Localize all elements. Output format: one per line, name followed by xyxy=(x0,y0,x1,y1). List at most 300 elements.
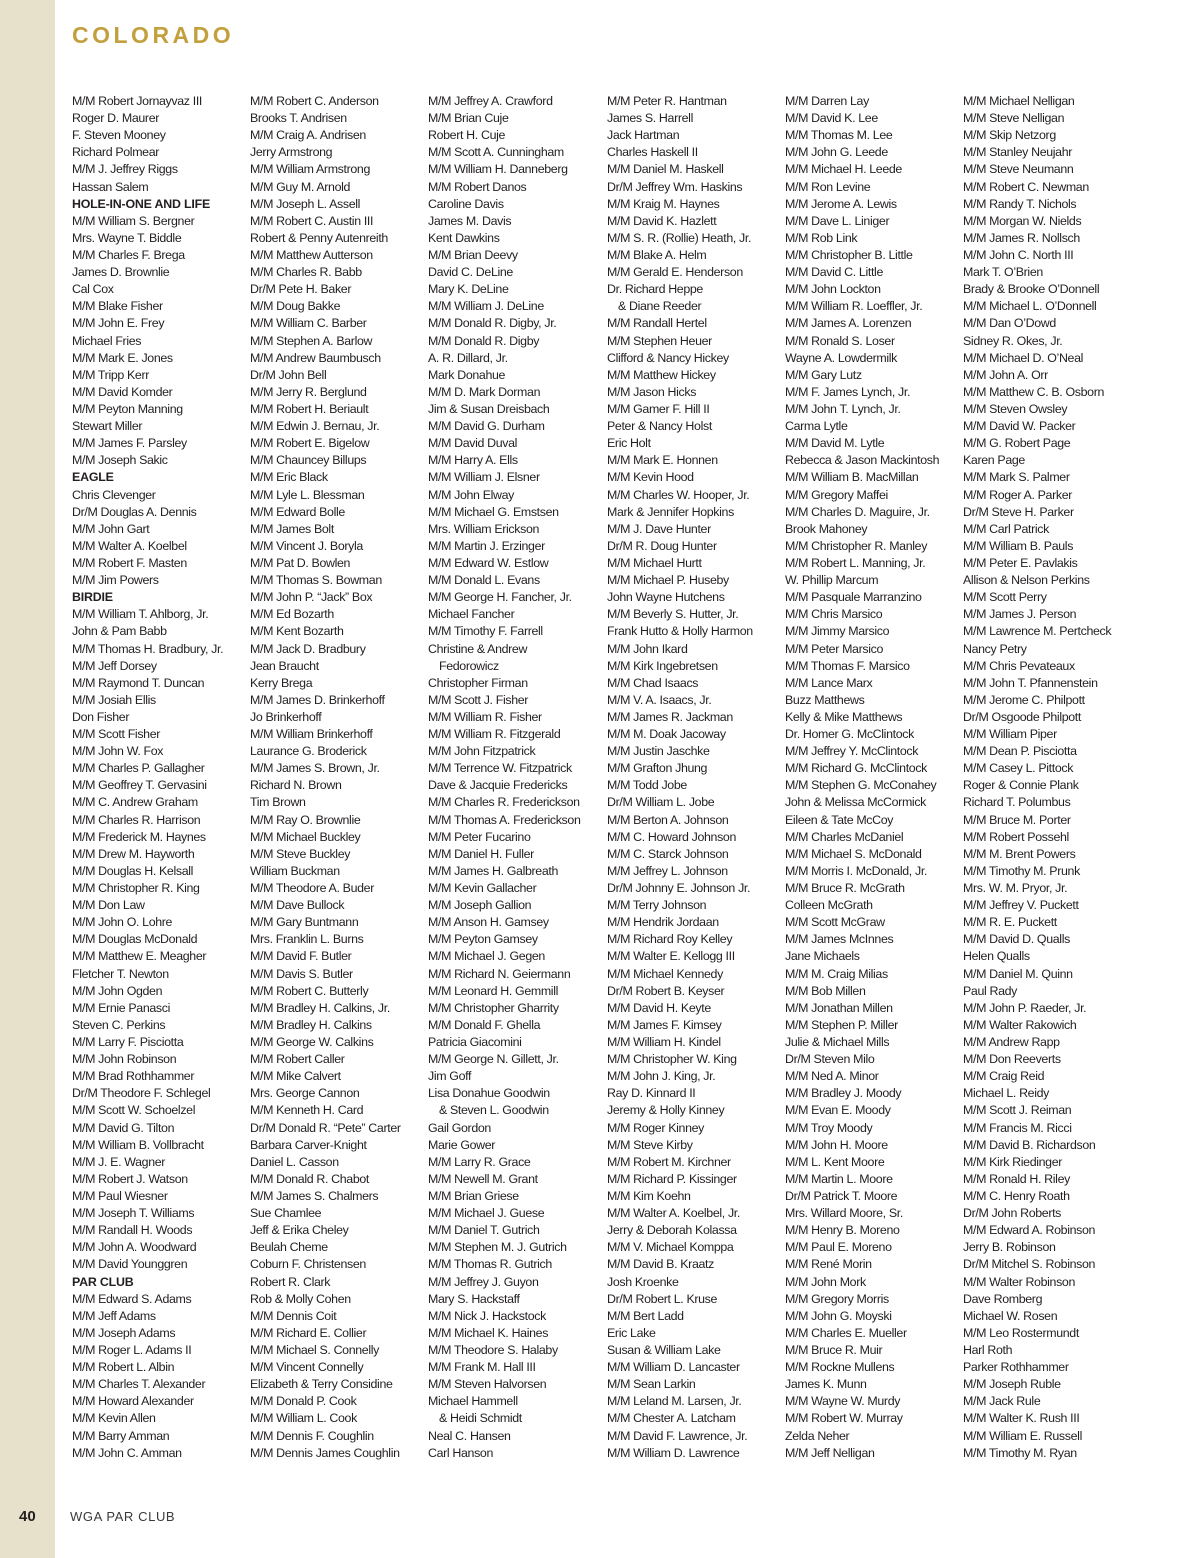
donor-name: M/M Randall Hertel xyxy=(607,316,707,331)
donor-name: Dr/M William L. Jobe xyxy=(607,795,715,810)
donor-name: M/M William R. Loeffler, Jr. xyxy=(785,299,923,314)
donor-name: Roger & Connie Plank xyxy=(963,778,1079,793)
donor-name: M/M John J. King, Jr. xyxy=(607,1069,716,1084)
donor-name: M/M Daniel M. Quinn xyxy=(963,966,1073,981)
donor-name: M/M David Younggren xyxy=(72,1257,188,1272)
donor-name: M/M William Armstrong xyxy=(250,162,371,177)
donor-name: M/M William D. Lancaster xyxy=(607,1360,740,1375)
donor-name: M/M M. Doak Jacoway xyxy=(607,727,726,742)
donor-name: M/M R. E. Puckett xyxy=(963,915,1057,930)
donor-name: M/M Michael Buckley xyxy=(250,829,361,844)
donor-name: Frank Hutto & Holly Harmon xyxy=(607,624,753,639)
donor-name: Michael W. Rosen xyxy=(963,1308,1058,1323)
donor-name: M/M John Fitzpatrick xyxy=(428,744,536,759)
donor-name: M/M Jeffrey L. Johnson xyxy=(607,863,728,878)
donor-name: M/M John A. Orr xyxy=(963,367,1048,382)
donor-name: Laurance G. Broderick xyxy=(250,744,367,759)
donor-name: Paul Rady xyxy=(963,983,1018,998)
donor-name: Steven C. Perkins xyxy=(72,1017,166,1032)
donor-name: M/M John Gart xyxy=(72,521,150,536)
donor-name: M/M Robert C. Anderson xyxy=(250,94,379,108)
donor-name: M/M Rockne Mullens xyxy=(785,1360,895,1375)
donor-name: Nancy Petry xyxy=(963,641,1027,656)
donor-name: M/M Donald R. Digby xyxy=(428,333,540,348)
donor-name: M/M Joseph L. Assell xyxy=(250,196,361,211)
donor-name: Dr/M Jeffrey Wm. Haskins xyxy=(607,179,743,194)
donor-name: James K. Munn xyxy=(785,1377,867,1392)
donor-name: M/M William R. Fisher xyxy=(428,709,542,724)
donor-name: Josh Kroenke xyxy=(607,1274,679,1289)
donor-name: Mrs. Franklin L. Burns xyxy=(250,932,364,947)
donor-name: M/M Edward A. Robinson xyxy=(963,1223,1096,1238)
donor-name: James M. Davis xyxy=(428,213,512,228)
donor-name: M/M John Robinson xyxy=(72,1052,177,1067)
donor-name: M/M Joseph Sakic xyxy=(72,453,168,468)
donor-name: M/M Frank M. Hall III xyxy=(428,1360,536,1375)
donor-name: M/M Dean P. Pisciotta xyxy=(963,744,1077,759)
donor-name: M/M Skip Netzorg xyxy=(963,128,1056,143)
donor-name: Michael L. Reidy xyxy=(963,1086,1049,1101)
donor-name: M/M Jerome C. Philpott xyxy=(963,692,1085,707)
donor-name: M/M Leo Rostermundt xyxy=(963,1325,1079,1340)
donor-name: M/M Theodore S. Halaby xyxy=(428,1342,558,1357)
donor-name: M/M Larry R. Grace xyxy=(428,1154,531,1169)
donor-name: M/M Lance Marx xyxy=(785,675,873,690)
donor-name: Patricia Giacomini xyxy=(428,1035,522,1050)
donor-name: M/M John A. Woodward xyxy=(72,1240,197,1255)
donor-name: M/M Matthew Autterson xyxy=(250,247,373,262)
donor-name: M/M William B. Pauls xyxy=(963,538,1074,553)
donor-name: M/M Terry Johnson xyxy=(607,898,707,913)
donor-name: Zelda Neher xyxy=(785,1428,850,1443)
donor-name: Barbara Carver-Knight xyxy=(250,1137,367,1152)
donor-name: M/M David G. Tilton xyxy=(72,1120,175,1135)
donor-name: M/M Dave Bullock xyxy=(250,898,345,913)
donor-name: M/M Thomas R. Gutrich xyxy=(428,1257,552,1272)
donor-name: M/M Paul E. Moreno xyxy=(785,1240,892,1255)
donor-name: Ray D. Kinnard II xyxy=(607,1086,696,1101)
donor-name: M/M Kraig M. Haynes xyxy=(607,196,720,211)
donor-name: M/M William J. DeLine xyxy=(428,299,544,314)
donor-name: M/M William J. Elsner xyxy=(428,470,540,485)
donor-name: Caroline Davis xyxy=(428,196,504,211)
donor-name: Brook Mahoney xyxy=(785,521,868,536)
donor-name: M/M Joseph T. Williams xyxy=(72,1206,195,1221)
donor-name: M/M John G. Leede xyxy=(785,145,888,160)
donor-name: M/M M. Brent Powers xyxy=(963,846,1076,861)
donor-name: M/M Edwin J. Bernau, Jr. xyxy=(250,419,380,434)
page-number: 40 xyxy=(19,1508,36,1525)
donor-name: M/M Steven Owsley xyxy=(963,401,1068,416)
donor-name: Jean Braucht xyxy=(250,658,319,673)
donor-name: M/M Stephen A. Barlow xyxy=(250,333,373,348)
donor-name: M/M Robert L. Albin xyxy=(72,1360,175,1375)
donor-name: M/M Peter E. Pavlakis xyxy=(963,555,1078,570)
donor-name: M/M John Lockton xyxy=(785,282,881,297)
donor-name: Helen Qualls xyxy=(963,949,1030,964)
donor-name: John & Melissa McCormick xyxy=(785,795,927,810)
donor-name: M/M David D. Qualls xyxy=(963,932,1070,947)
donor-name: Eric Lake xyxy=(607,1325,656,1340)
donor-name: M/M Brad Rothhammer xyxy=(72,1069,195,1084)
donor-name: M/M Randy T. Nichols xyxy=(963,196,1077,211)
donor-name: M/M Ed Bozarth xyxy=(250,607,334,622)
donor-name: M/M Martin J. Erzinger xyxy=(428,538,545,553)
donor-name: M/M Newell M. Grant xyxy=(428,1171,538,1186)
donor-name: M/M Ronald S. Loser xyxy=(785,333,895,348)
donor-name: M/M Dennis F. Coughlin xyxy=(250,1428,374,1443)
donor-name: Julie & Michael Mills xyxy=(785,1035,890,1050)
donor-name: M/M Gregory Morris xyxy=(785,1291,889,1306)
donor-name: M/M Gerald E. Henderson xyxy=(607,265,743,280)
donor-name: Clifford & Nancy Hickey xyxy=(607,350,729,365)
donor-name: M/M Daniel M. Haskell xyxy=(607,162,724,177)
donor-name: Peter & Nancy Holst xyxy=(607,419,712,434)
donor-name: M/M Walter A. Koelbel, Jr. xyxy=(607,1206,740,1221)
donor-name: M/M William D. Lawrence xyxy=(607,1445,740,1460)
donor-name: M/M William E. Russell xyxy=(963,1428,1082,1443)
donor-name: Christopher Firman xyxy=(428,675,528,690)
donor-name: M/M David F. Butler xyxy=(250,949,352,964)
donor-name: M/M Barry Amman xyxy=(72,1428,170,1443)
donor-name: Dr/M Patrick T. Moore xyxy=(785,1189,898,1203)
donor-name: M/M Stephen G. McConahey xyxy=(785,778,937,793)
donor-name: Dr/M R. Doug Hunter xyxy=(607,538,717,553)
donor-name: M/M Frederick M. Haynes xyxy=(72,829,206,844)
donor-name: Mary S. Hackstaff xyxy=(428,1291,520,1306)
donor-name: M/M Casey L. Pittock xyxy=(963,761,1074,776)
donor-name: & Diane Reeder xyxy=(618,299,702,314)
donor-name: John & Pam Babb xyxy=(72,624,167,639)
donor-name: M/M Darren Lay xyxy=(785,94,869,108)
donor-name: M/M Francis M. Ricci xyxy=(963,1120,1072,1135)
donor-name: Dr/M Pete H. Baker xyxy=(250,282,352,297)
donor-name: Rob & Molly Cohen xyxy=(250,1291,351,1306)
donor-name: Mark & Jennifer Hopkins xyxy=(607,504,734,519)
donor-name: M/M Robert C. Butterly xyxy=(250,983,369,998)
donor-name: Lisa Donahue Goodwin xyxy=(428,1086,550,1101)
donor-name: M/M Brian Cuje xyxy=(428,111,509,126)
donor-name: M/M Christopher W. King xyxy=(607,1052,737,1067)
donor-name: M/M Daniel H. Fuller xyxy=(428,846,534,861)
donor-name: M/M Lawrence M. Pertcheck xyxy=(963,624,1112,639)
donor-name: & Heidi Schmidt xyxy=(439,1411,522,1426)
donor-name: Christine & Andrew xyxy=(428,641,528,656)
donor-name: M/M William Brinkerhoff xyxy=(250,727,373,742)
donor-name: Dr/M Johnny E. Johnson Jr. xyxy=(607,881,751,896)
donor-name: M/M Lyle L. Blessman xyxy=(250,487,365,502)
donor-name: M/M Theodore A. Buder xyxy=(250,881,374,896)
donor-name: M/M Timothy M. Prunk xyxy=(963,863,1080,878)
donor-name: Beulah Cheme xyxy=(250,1240,328,1255)
donor-name: Kerry Brega xyxy=(250,675,313,690)
donor-name: M/M Beverly S. Hutter, Jr. xyxy=(607,607,739,622)
donor-name: M/M Charles D. Maguire, Jr. xyxy=(785,504,930,519)
donor-name: M/M Peter Fucarino xyxy=(428,829,531,844)
donor-name: M/M Dan O’Dowd xyxy=(963,316,1056,331)
donor-name: Jeremy & Holly Kinney xyxy=(607,1103,725,1118)
donor-name: M/M Walter K. Rush III xyxy=(963,1411,1080,1426)
donor-name: M/M Tripp Kerr xyxy=(72,367,150,382)
donor-name: M/M Jonathan Millen xyxy=(785,1000,893,1015)
donor-name: Carma Lytle xyxy=(785,419,848,434)
donor-name: Dr. Homer G. McClintock xyxy=(785,727,914,742)
donor-name: M/M Bradley H. Calkins, Jr. xyxy=(250,1000,390,1015)
donor-name: M/M Morgan W. Nields xyxy=(963,213,1082,228)
donor-name: M/M Robert C. Austin III xyxy=(250,213,374,228)
donor-name: Jerry B. Robinson xyxy=(963,1240,1056,1255)
donor-column-6 xyxy=(963,93,1139,1462)
donor-name: Kent Dawkins xyxy=(428,230,500,245)
donor-name: M/M Scott J. Reiman xyxy=(963,1103,1072,1118)
donor-name: M/M Donald P. Cook xyxy=(250,1394,357,1409)
donor-name: Harl Roth xyxy=(963,1342,1013,1357)
donor-name: Tim Brown xyxy=(250,795,306,810)
page-title: COLORADO xyxy=(72,22,235,48)
page-margin-band xyxy=(0,0,55,1558)
donor-name: M/M Bruce R. Muir xyxy=(785,1342,883,1357)
donor-name: M/M Thomas H. Bradbury, Jr. xyxy=(72,641,224,656)
donor-name: M/M Ned A. Minor xyxy=(785,1069,879,1084)
donor-name: M/M Donald F. Ghella xyxy=(428,1017,541,1032)
donor-name: M/M Robert M. Kirchner xyxy=(607,1154,731,1169)
donor-name: Mark Donahue xyxy=(428,367,506,382)
donor-name: M/M Ron Levine xyxy=(785,179,871,194)
section-heading: EAGLE xyxy=(72,470,114,485)
donor-name: M/M Jerry R. Berglund xyxy=(250,384,367,399)
donor-name: M/M Anson H. Gamsey xyxy=(428,915,549,930)
donor-name: M/M James F. Kimsey xyxy=(607,1017,722,1032)
donor-name: M/M Robert W. Murray xyxy=(785,1411,903,1426)
donor-name: M/M Ray O. Brownlie xyxy=(250,812,361,827)
donor-name: Richard Polmear xyxy=(72,145,160,160)
donor-name: Robert H. Cuje xyxy=(428,128,506,143)
donor-name: M/M Thomas A. Frederickson xyxy=(428,812,581,827)
donor-name: M/M David K. Hazlett xyxy=(607,213,717,228)
donor-name: M/M Peyton Gamsey xyxy=(428,932,538,947)
donor-name: M/M Kenneth H. Card xyxy=(250,1103,364,1118)
donor-name: M/M William C. Barber xyxy=(250,316,367,331)
donor-name: M/M Eric Black xyxy=(250,470,328,485)
donor-name: M/M Michael G. Emstsen xyxy=(428,504,559,519)
donor-name: M/M William B. MacMillan xyxy=(785,470,919,485)
donor-name: M/M Charles R. Frederickson xyxy=(428,795,580,810)
donor-name: Jeff & Erika Cheley xyxy=(250,1223,349,1238)
donor-name: M/M James D. Brinkerhoff xyxy=(250,692,385,707)
donor-name: M/M Michael P. Huseby xyxy=(607,573,729,588)
donor-name: M/M Mark S. Palmer xyxy=(963,470,1070,485)
donor-name: M/M Jeffrey J. Guyon xyxy=(428,1274,539,1289)
donor-name: M/M Jason Hicks xyxy=(607,384,697,399)
donor-name: Stewart Miller xyxy=(72,419,143,434)
donor-name: Dave & Jacquie Fredericks xyxy=(428,778,568,793)
donor-column-2 xyxy=(250,93,426,1462)
donor-name: M/M Peyton Manning xyxy=(72,401,183,416)
donor-name: Marie Gower xyxy=(428,1137,496,1152)
donor-name: M/M Don Law xyxy=(72,898,145,913)
donor-name: M/M Mark E. Jones xyxy=(72,350,173,365)
donor-name: Mrs. Wayne T. Biddle xyxy=(72,230,182,245)
donor-name: M/M David W. Packer xyxy=(963,419,1076,434)
donor-name: M/M Kevin Allen xyxy=(72,1411,156,1426)
donor-name: M/M John C. North III xyxy=(963,247,1074,262)
donor-name: M/M Christopher B. Little xyxy=(785,247,913,262)
donor-name: M/M Pasquale Marranzino xyxy=(785,590,922,605)
donor-name: M/M Dennis Coit xyxy=(250,1308,337,1323)
donor-name: M/M Steven Halvorsen xyxy=(428,1377,547,1392)
donor-name: M/M J. E. Wagner xyxy=(72,1154,166,1169)
donor-name: John Wayne Hutchens xyxy=(607,590,725,605)
donor-name: Susan & William Lake xyxy=(607,1342,721,1357)
donor-name: M/M Matthew C. B. Osborn xyxy=(963,384,1105,399)
donor-name: M/M David G. Durham xyxy=(428,419,545,434)
donor-name: M/M René Morin xyxy=(785,1257,872,1272)
donor-name: M/M Andrew Rapp xyxy=(963,1035,1060,1050)
donor-name: Cal Cox xyxy=(72,282,114,297)
donor-name: M/M Edward S. Adams xyxy=(72,1291,192,1306)
donor-name: Robert R. Clark xyxy=(250,1274,331,1289)
donor-name: M/M Peter Marsico xyxy=(785,641,884,656)
donor-name: M/M James R. Nollsch xyxy=(963,230,1080,245)
donor-name: Brady & Brooke O’Donnell xyxy=(963,282,1100,297)
donor-name: M/M Peter R. Hantman xyxy=(607,94,727,108)
donor-name: M/M Wayne W. Murdy xyxy=(785,1394,901,1409)
donor-name: M/M Doug Bakke xyxy=(250,299,341,314)
donor-name: M/M David Komder xyxy=(72,384,173,399)
donor-name: M/M John T. Pfannenstein xyxy=(963,675,1098,690)
donor-name: M/M Jim Powers xyxy=(72,573,159,588)
donor-name: M/M John P. Raeder, Jr. xyxy=(963,1000,1087,1015)
donor-name: M/M Vincent Connelly xyxy=(250,1360,364,1375)
donor-name: Mrs. Willard Moore, Sr. xyxy=(785,1206,903,1221)
donor-name: M/M Jack D. Bradbury xyxy=(250,641,366,656)
donor-name: M/M Stephen M. J. Gutrich xyxy=(428,1240,567,1255)
donor-name: M/M Chauncey Billups xyxy=(250,453,367,468)
donor-name: M/M James R. Jackman xyxy=(607,709,733,724)
donor-name: Neal C. Hansen xyxy=(428,1428,511,1443)
donor-name: M/M Ernie Panasci xyxy=(72,1000,171,1015)
section-heading: HOLE-IN-ONE AND LIFE xyxy=(72,196,211,211)
donor-name: M/M Josiah Ellis xyxy=(72,692,156,707)
donor-name: M/M Christopher R. Manley xyxy=(785,538,928,553)
donor-name: William Buckman xyxy=(250,863,340,878)
donor-name: Dr/M Osgoode Philpott xyxy=(963,709,1081,724)
donor-name: M/M William H. Kindel xyxy=(607,1035,721,1050)
donor-name: M/M Scott McGraw xyxy=(785,915,885,930)
donor-name: Dr/M John Bell xyxy=(250,367,327,382)
donor-name: Dr/M Douglas A. Dennis xyxy=(72,504,197,519)
donor-name: M/M Matthew E. Meagher xyxy=(72,949,207,964)
donor-name: M/M William B. Vollbracht xyxy=(72,1137,204,1152)
donor-name: M/M William S. Bergner xyxy=(72,213,195,228)
donor-name: M/M Randall H. Woods xyxy=(72,1223,193,1238)
donor-name: Wayne A. Lowdermilk xyxy=(785,350,898,365)
donor-name: M/M Joseph Ruble xyxy=(963,1377,1061,1392)
donor-name: Daniel L. Casson xyxy=(250,1154,339,1169)
donor-name: M/M Blake A. Helm xyxy=(607,247,707,262)
donor-name: Sue Chamlee xyxy=(250,1206,322,1221)
donor-name: M/M Stephen P. Miller xyxy=(785,1017,898,1032)
section-heading: PAR CLUB xyxy=(72,1274,134,1289)
donor-name: M/M Edward W. Estlow xyxy=(428,555,549,570)
donor-name: M/M Kevin Gallacher xyxy=(428,881,537,896)
donor-name: M/M Robert Caller xyxy=(250,1052,345,1067)
donor-name: M/M Gamer F. Hill II xyxy=(607,401,710,416)
donor-name: M/M Jerome A. Lewis xyxy=(785,196,897,211)
donor-name: Mark T. O’Brien xyxy=(963,265,1043,280)
donor-name: M/M John Ogden xyxy=(72,983,163,998)
donor-name: M/M George N. Gillett, Jr. xyxy=(428,1052,559,1067)
donor-name: Michael Hammell xyxy=(428,1394,518,1409)
donor-name: M/M William T. Ahlborg, Jr. xyxy=(72,607,209,622)
donor-name: M/M Stephen Heuer xyxy=(607,333,712,348)
donor-name: M/M David H. Keyte xyxy=(607,1000,711,1015)
donor-name: Fedorowicz xyxy=(439,658,499,673)
donor-name: Michael Fancher xyxy=(428,607,515,622)
donor-name: M/M James J. Person xyxy=(963,607,1077,622)
section-heading: BIRDIE xyxy=(72,590,113,605)
donor-name: M/M Kirk Ingebretsen xyxy=(607,658,718,673)
donor-name: M/M John O. Lohre xyxy=(72,915,173,930)
donor-name: M/M Sean Larkin xyxy=(607,1377,696,1392)
donor-name: M/M Christopher R. King xyxy=(72,881,200,896)
donor-name: Fletcher T. Newton xyxy=(72,966,169,981)
donor-name: Jack Hartman xyxy=(607,128,680,143)
donor-name: M/M Robert E. Bigelow xyxy=(250,436,370,451)
donor-name: Jim & Susan Dreisbach xyxy=(428,401,550,416)
donor-name: M/M Scott J. Fisher xyxy=(428,692,529,707)
donor-name: Brooks T. Andrisen xyxy=(250,111,347,126)
donor-name: M/M Scott W. Schoelzel xyxy=(72,1103,196,1118)
donor-name: Colleen McGrath xyxy=(785,898,873,913)
donor-name: M/M Kim Koehn xyxy=(607,1189,691,1203)
donor-name: M/M Charles F. Brega xyxy=(72,247,185,262)
donor-name: M/M David B. Kraatz xyxy=(607,1257,714,1272)
donor-name: Buzz Matthews xyxy=(785,692,865,707)
donor-name: M/M Todd Jobe xyxy=(607,778,687,793)
donor-name: M/M Jeff Adams xyxy=(72,1308,156,1323)
donor-name: M/M Howard Alexander xyxy=(72,1394,194,1409)
donor-name: M/M Troy Moody xyxy=(785,1120,873,1135)
donor-name: M/M Christopher Gharrity xyxy=(428,1000,559,1015)
donor-name: M/M Harry A. Ells xyxy=(428,453,518,468)
donor-name: M/M James McInnes xyxy=(785,932,894,947)
donor-name: Dr/M Robert B. Keyser xyxy=(607,983,725,998)
donor-name: Dr/M John Roberts xyxy=(963,1206,1062,1221)
donor-name: M/M David M. Lytle xyxy=(785,436,885,451)
donor-name: M/M Charles W. Hooper, Jr. xyxy=(607,487,750,502)
donor-name: M/M Jimmy Marsico xyxy=(785,624,890,639)
donor-name: M/M Grafton Jhung xyxy=(607,761,708,776)
donor-name: David C. DeLine xyxy=(428,265,513,280)
donor-name: M/M William H. Danneberg xyxy=(428,162,568,177)
donor-name: M/M Pat D. Bowlen xyxy=(250,555,351,570)
donor-name: M/M Michael Kennedy xyxy=(607,966,723,981)
donor-name: M/M Dave L. Liniger xyxy=(785,213,890,228)
donor-name: M/M Roger Kinney xyxy=(607,1120,705,1135)
donor-name: M/M Vincent J. Boryla xyxy=(250,538,363,553)
donor-name: M/M John E. Frey xyxy=(72,316,165,331)
donor-name: M/M Hendrik Jordaan xyxy=(607,915,719,930)
donor-name: M/M Jeff Dorsey xyxy=(72,658,157,673)
donor-name: M/M Jeffrey Y. McClintock xyxy=(785,744,919,759)
donor-name: M/M George H. Fancher, Jr. xyxy=(428,590,572,605)
donor-name: M/M John P. “Jack” Box xyxy=(250,590,373,605)
donor-name: M/M Thomas M. Lee xyxy=(785,128,893,143)
donor-name: M/M John W. Fox xyxy=(72,744,164,759)
donor-name: M/M David B. Richardson xyxy=(963,1137,1096,1152)
donor-name: M/M Thomas F. Marsico xyxy=(785,658,910,673)
